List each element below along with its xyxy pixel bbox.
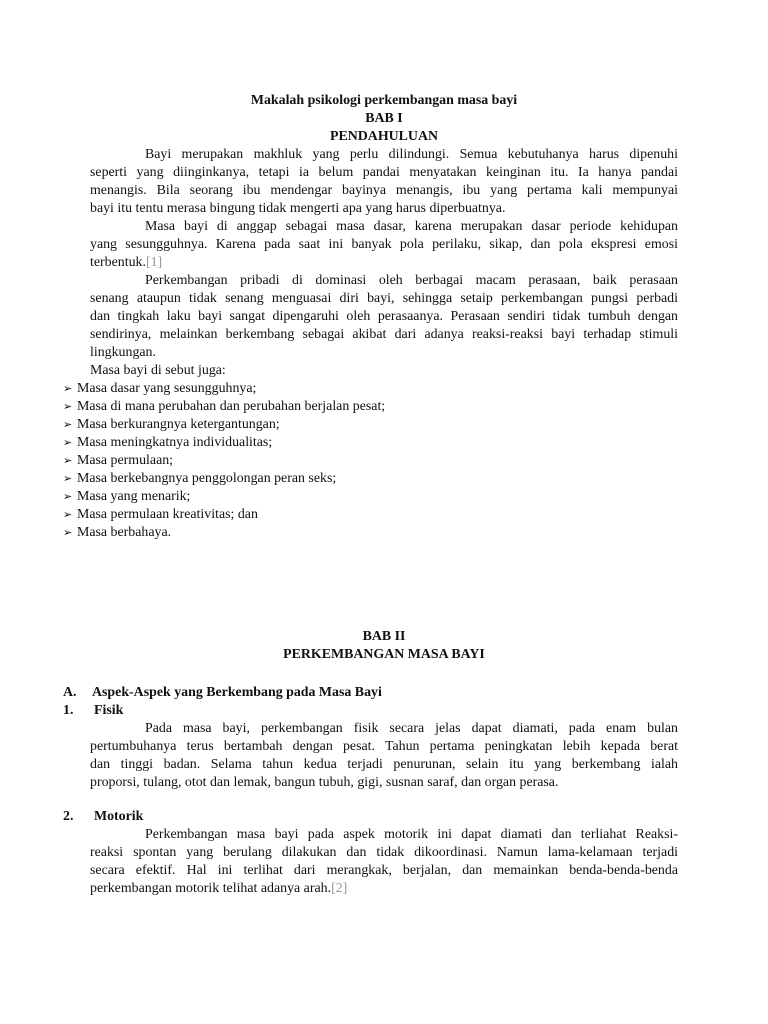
paragraph-4-line: Pada masa bayi, perkembangan fisik secara jelas dapat diamati, pada enam bulan: [145, 721, 678, 736]
paragraph-2-line: [90, 254, 162, 272]
paragraph-2-text: terbentuk.: [90, 255, 146, 270]
list-item-text: Masa berbahaya.: [77, 525, 172, 540]
document-title: Makalah psikologi perkembangan masa bayi: [250, 93, 518, 108]
paragraph-1-line: seperti yang diinginkanya, tetapi ia belum pandai menyatakan keinginan itu. Ia hanya pandai: [90, 165, 678, 180]
chapter-1-title: PENDAHULUAN: [329, 129, 439, 144]
chapter-2-title: PERKEMBANGAN MASA BAYI: [283, 647, 485, 662]
arrow-bullet-icon: ➢: [63, 490, 73, 503]
paragraph-3-line: lingkungan.: [90, 345, 156, 360]
paragraph-5-line: [90, 880, 347, 898]
paragraph-2-line: yang sesungguhnya. Karena pada saat ini banyak pola perilaku, sikap, dan pola ekspresi emosi: [90, 237, 678, 252]
list-item: [63, 506, 258, 524]
list-item: [63, 488, 190, 506]
list-item-text: Masa permulaan;: [77, 453, 174, 468]
paragraph-3-line: Perkembangan pribadi di dominasi oleh berbagai macam perasaan, baik perasaan: [145, 273, 678, 288]
list-item: [63, 380, 256, 398]
list-item-text: Masa meningkatnya individualitas;: [77, 435, 273, 450]
paragraph-1-line: bayi itu tentu merasa bingung tidak mengerti apa yang harus diperbuatnya.: [90, 201, 506, 216]
arrow-bullet-icon: ➢: [63, 454, 73, 467]
subsection-1-heading: Fisik: [94, 703, 124, 718]
paragraph-4-line: proporsi, tulang, otot dan lemak, bangun tubuh, gigi, susnan saraf, dan organ perasa.: [90, 775, 559, 790]
arrow-bullet-icon: ➢: [63, 526, 73, 539]
paragraph-3-line: sendirinya, melainkan berkembang sebagai akibat dari adanya reaksi-reaksi bayi terhadap stimuli: [90, 327, 678, 342]
section-a-heading: Aspek-Aspek yang Berkembang pada Masa Bayi: [92, 685, 382, 700]
list-intro: Masa bayi di sebut juga:: [90, 363, 226, 378]
footnote-ref-1[interactable]: [1]: [145, 255, 163, 270]
section-a-number: A.: [63, 685, 77, 700]
list-item: [63, 398, 385, 416]
list-item-text: Masa dasar yang sesungguhnya;: [77, 381, 257, 396]
subsection-2-heading: Motorik: [94, 809, 144, 824]
paragraph-5-line: reaksi spontan yang berulang dilakukan dan tidak dikoordinasi. Namun lama-kelamaan terjadi: [90, 845, 678, 860]
list-item: [63, 452, 173, 470]
list-item-text: Masa berkurangnya ketergantungan;: [77, 417, 280, 432]
list-item-text: Masa di mana perubahan dan perubahan berjalan pesat;: [77, 399, 386, 414]
list-item-text: Masa permulaan kreativitas; dan: [77, 507, 258, 522]
list-item-text: Masa berkebangnya penggolongan peran seks;: [77, 471, 337, 486]
arrow-bullet-icon: ➢: [63, 418, 73, 431]
paragraph-5-line: Perkembangan masa bayi pada aspek motorik ini dapat diamati dan terliahat Reaksi-: [145, 827, 678, 842]
paragraph-4-line: dan tinggi badan. Selama tahun kedua terjadi penurunan, selain itu yang berkembang ialah: [90, 757, 678, 772]
chapter-1-label: BAB I: [365, 111, 403, 126]
arrow-bullet-icon: ➢: [63, 472, 73, 485]
paragraph-4-line: pertumbuhanya terus bertambah dengan pesat. Tahun pertama peningkatan lebih kepada berat: [90, 739, 678, 754]
paragraph-2-line: Masa bayi di anggap sebagai masa dasar, karena merupakan dasar periode kehidupan: [145, 219, 678, 234]
arrow-bullet-icon: ➢: [63, 400, 73, 413]
paragraph-1-line: menangis. Bila seorang ibu mendengar bayinya menangis, ibu yang pertama kali mempunyai: [90, 183, 678, 198]
list-item: [63, 434, 272, 452]
list-item: [63, 524, 171, 542]
subsection-2-number: 2.: [63, 809, 74, 824]
arrow-bullet-icon: ➢: [63, 508, 73, 521]
chapter-2-label: BAB II: [362, 629, 406, 644]
list-item-text: Masa yang menarik;: [77, 489, 191, 504]
paragraph-5-text: perkembangan motorik telihat adanya arah.: [90, 881, 332, 896]
paragraph-3-line: senang ataupun tidak senang menguasai diri bayi, sehingga setaip perkembangan pungsi perbadi: [90, 291, 678, 306]
list-item: [63, 470, 336, 488]
arrow-bullet-icon: ➢: [63, 382, 73, 395]
paragraph-5-line: secara efektif. Hal ini terlihat dari merangkak, berjalan, dan memainkan benda-benda-benda: [90, 863, 678, 878]
list-item: [63, 416, 280, 434]
paragraph-3-line: dan tingkah laku bayi sangat dipengaruhi oleh perasaanya. Perasaan sendiri tidak tumbuh dengan: [90, 309, 678, 324]
subsection-1-number: 1.: [63, 703, 74, 718]
footnote-ref-2[interactable]: [2]: [331, 881, 348, 896]
paragraph-1-line: Bayi merupakan makhluk yang perlu dilindungi. Semua kebutuhanya harus dipenuhi: [145, 147, 678, 162]
arrow-bullet-icon: ➢: [63, 436, 73, 449]
